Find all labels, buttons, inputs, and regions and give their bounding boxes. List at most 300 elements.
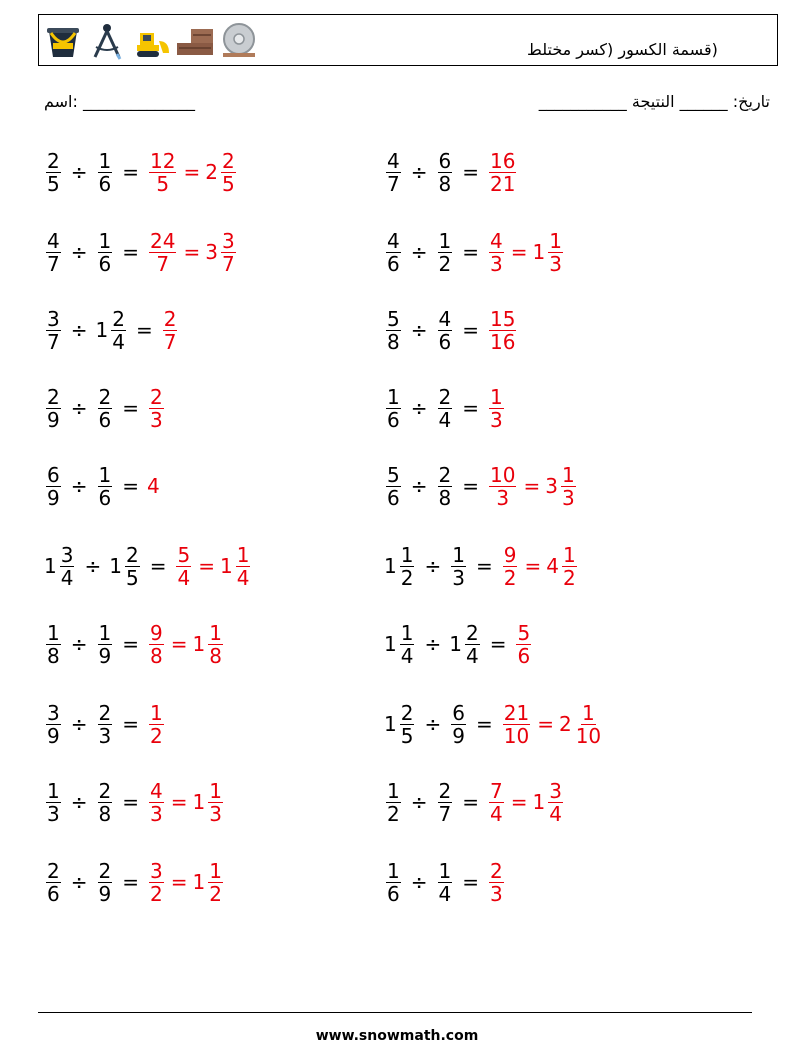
- equals-sign: =: [462, 870, 479, 894]
- divide-sign: ÷: [424, 554, 442, 578]
- problem-item: [384, 456, 578, 516]
- dividend-denominator: 6: [47, 881, 60, 906]
- equals-sign: =: [537, 712, 554, 736]
- divisor-numerator: 2: [98, 858, 112, 883]
- answer-fraction: [149, 860, 164, 905]
- answer-fraction: [221, 230, 236, 275]
- equals-sign: =: [462, 790, 479, 814]
- bulldozer-icon: [131, 21, 171, 61]
- dividend-denominator: 6: [387, 407, 400, 432]
- divide-sign: ÷: [70, 712, 88, 736]
- divide-sign: ÷: [410, 318, 428, 342]
- divisor-denominator: 9: [98, 643, 112, 668]
- dividend-numerator: 1: [387, 858, 400, 883]
- dividend-fraction: [46, 702, 61, 747]
- equals-sign: =: [122, 870, 139, 894]
- dividend-numerator: 2: [47, 384, 60, 409]
- equals-sign: =: [462, 240, 479, 264]
- answer-fraction: [562, 544, 577, 589]
- dividend-denominator: 4: [400, 643, 414, 668]
- answer: [161, 308, 180, 353]
- equals-sign: =: [170, 632, 188, 656]
- dividend-fraction: [46, 230, 61, 275]
- dividend-numerator: 6: [47, 462, 60, 487]
- divide-sign: ÷: [70, 240, 88, 264]
- divisor-denominator: 4: [112, 329, 125, 354]
- answer-denominator: 3: [150, 407, 163, 432]
- dividend-fraction: [60, 544, 75, 589]
- answer-denominator: 3: [209, 801, 222, 826]
- problem-item: [44, 536, 252, 596]
- answer-fraction: [208, 860, 223, 905]
- equals-sign: =: [462, 474, 479, 498]
- dividend-numerator: 2: [47, 148, 60, 173]
- divisor-fraction: [451, 544, 466, 589]
- answer-numerator: 16: [490, 148, 516, 173]
- problem-item: [384, 142, 518, 202]
- answer-numerator: 2: [221, 148, 235, 173]
- name-field-label: اسم: ______________: [44, 92, 195, 111]
- answer: [147, 780, 225, 825]
- problem-item: [44, 142, 238, 202]
- dividend-numerator: 3: [60, 542, 74, 567]
- divisor-numerator: 2: [438, 384, 452, 409]
- answer-numerator: 1: [582, 700, 595, 725]
- dividend-fraction: [46, 308, 61, 353]
- answer-numerator: 3: [221, 228, 235, 253]
- divisor-denominator: 6: [98, 485, 112, 510]
- dividend-numerator: 4: [47, 228, 60, 253]
- answer-fraction: [503, 702, 530, 747]
- answer-denominator: 16: [490, 329, 516, 354]
- answer-numerator: 15: [490, 306, 516, 331]
- dividend-denominator: 5: [47, 171, 60, 196]
- answer: [487, 386, 506, 431]
- dividend-numerator: 1: [387, 384, 400, 409]
- answer-fraction: [149, 622, 164, 667]
- problem-item: [384, 222, 565, 282]
- dividend-whole: 1: [384, 712, 397, 736]
- dividend-numerator: 2: [400, 700, 414, 725]
- divide-sign: ÷: [410, 396, 428, 420]
- divisor-fraction: [98, 622, 113, 667]
- divisor-numerator: 2: [112, 306, 125, 331]
- answer-fraction: [208, 622, 223, 667]
- answer: [147, 150, 238, 195]
- dividend-denominator: 3: [47, 801, 60, 826]
- footer-url: www.snowmath.com: [315, 1028, 479, 1044]
- answer-denominator: 3: [490, 881, 503, 906]
- answer-denominator: 2: [150, 881, 163, 906]
- answer-fraction: [176, 544, 191, 589]
- divisor-denominator: 9: [98, 881, 112, 906]
- dividend-numerator: 1: [387, 778, 400, 803]
- answer-numerator: 3: [549, 778, 562, 803]
- answer-fraction: [561, 464, 576, 509]
- divisor-whole: 1: [109, 554, 122, 578]
- answer-fraction: [489, 150, 516, 195]
- answer-denominator: 6: [517, 643, 531, 668]
- divisor-numerator: 2: [98, 700, 112, 725]
- problem-item: [384, 300, 518, 360]
- answer-numerator: 1: [209, 620, 222, 645]
- equals-sign: =: [475, 554, 493, 578]
- answer-whole: 4: [546, 554, 559, 578]
- dividend-fraction: [400, 544, 415, 589]
- answer-numerator: 1: [561, 462, 575, 487]
- dividend-denominator: 7: [387, 171, 400, 196]
- equals-sign: =: [510, 790, 528, 814]
- problem-item: [384, 694, 604, 754]
- answer: [487, 464, 578, 509]
- divisor-numerator: 1: [98, 228, 112, 253]
- answer-fraction: [548, 230, 563, 275]
- dividend-numerator: 1: [47, 778, 60, 803]
- divisor-numerator: 1: [438, 228, 452, 253]
- equals-sign: =: [170, 870, 188, 894]
- divide-sign: ÷: [70, 318, 88, 342]
- equals-sign: =: [183, 160, 201, 184]
- equals-sign: =: [183, 240, 201, 264]
- answer-numerator: 7: [490, 778, 503, 803]
- equals-sign: =: [475, 712, 493, 736]
- equals-sign: =: [122, 240, 139, 264]
- divisor-fraction: [98, 464, 113, 509]
- divisor-denominator: 3: [98, 723, 112, 748]
- answer-whole: 2: [558, 712, 572, 736]
- dividend-fraction: [46, 622, 61, 667]
- divide-sign: ÷: [70, 160, 88, 184]
- answer-whole: 2: [205, 160, 218, 184]
- divisor-numerator: 1: [438, 858, 452, 883]
- dividend-fraction: [46, 780, 61, 825]
- answer-fraction: [489, 386, 504, 431]
- dividend-denominator: 5: [400, 723, 414, 748]
- divisor-fraction: [438, 150, 453, 195]
- equals-sign: =: [122, 160, 139, 184]
- answer: [487, 308, 518, 353]
- dividend-fraction: [400, 702, 415, 747]
- dividend-whole: 1: [44, 554, 57, 578]
- answer-numerator: 1: [490, 384, 503, 409]
- divisor-fraction: [98, 230, 113, 275]
- divisor-fraction: [438, 386, 453, 431]
- divisor-fraction: [111, 308, 126, 353]
- equals-sign: =: [170, 790, 188, 814]
- answer-numerator: 4: [490, 228, 503, 253]
- divisor-numerator: 1: [98, 620, 112, 645]
- problem-item: [44, 300, 179, 360]
- dividend-numerator: 5: [387, 306, 400, 331]
- divisor-denominator: 5: [125, 565, 139, 590]
- compass-icon: [87, 21, 127, 61]
- icon-strip: [43, 21, 259, 61]
- answer-denominator: 7: [163, 329, 177, 354]
- divide-sign: ÷: [70, 396, 88, 420]
- answer-fraction: [163, 308, 178, 353]
- divisor-numerator: 6: [438, 148, 452, 173]
- dividend-denominator: 6: [387, 251, 400, 276]
- problem-item: [44, 378, 166, 438]
- answer-numerator: 5: [517, 620, 531, 645]
- answer-denominator: 3: [549, 251, 562, 276]
- divisor-numerator: 2: [438, 462, 452, 487]
- divisor-denominator: 6: [98, 251, 112, 276]
- divisor-fraction: [438, 230, 453, 275]
- answer-denominator: 10: [503, 723, 530, 748]
- answer-denominator: 4: [490, 801, 503, 826]
- answer-fraction: [548, 780, 563, 825]
- divisor-numerator: 2: [125, 542, 139, 567]
- dividend-denominator: 6: [387, 881, 400, 906]
- answer-whole: 1: [532, 790, 546, 814]
- answer-denominator: 5: [221, 171, 235, 196]
- dividend-denominator: 4: [60, 565, 74, 590]
- answer-denominator: 3: [496, 485, 510, 510]
- answer: [147, 702, 166, 747]
- dividend-denominator: 6: [387, 485, 400, 510]
- answer-numerator: 24: [150, 228, 176, 253]
- answer-numerator: 1: [150, 700, 163, 725]
- answer: [501, 702, 604, 747]
- answer-numerator: 9: [150, 620, 163, 645]
- divide-sign: ÷: [410, 790, 428, 814]
- answer: [174, 544, 252, 589]
- answer-numerator: 3: [150, 858, 163, 883]
- answer-fraction: [489, 230, 504, 275]
- answer-denominator: 8: [150, 643, 163, 668]
- divisor-denominator: 6: [98, 171, 112, 196]
- answer-whole: 1: [219, 554, 233, 578]
- dividend-fraction: [386, 230, 401, 275]
- dividend-denominator: 2: [400, 565, 414, 590]
- dividend-fraction: [386, 386, 401, 431]
- equals-sign: =: [523, 474, 541, 498]
- answer-denominator: 3: [490, 407, 503, 432]
- problem-item: [44, 456, 161, 516]
- answer-numerator: 9: [503, 542, 517, 567]
- divisor-denominator: 8: [438, 171, 452, 196]
- divisor-numerator: 2: [465, 620, 479, 645]
- answer-whole: 4: [147, 474, 160, 498]
- divisor-denominator: 7: [438, 801, 452, 826]
- answer-denominator: 4: [549, 801, 562, 826]
- equals-sign: =: [122, 632, 139, 656]
- divisor-denominator: 6: [98, 407, 112, 432]
- equals-sign: =: [462, 160, 479, 184]
- divisor-whole: 1: [449, 632, 462, 656]
- divide-sign: ÷: [410, 474, 428, 498]
- answer-numerator: 4: [150, 778, 163, 803]
- dividend-denominator: 2: [387, 801, 400, 826]
- dividend-numerator: 4: [387, 228, 400, 253]
- dividend-fraction: [386, 780, 401, 825]
- divisor-numerator: 2: [98, 384, 112, 409]
- answer: [147, 860, 225, 905]
- answer-denominator: 4: [236, 565, 250, 590]
- answer-numerator: 2: [163, 306, 177, 331]
- dividend-numerator: 2: [47, 858, 60, 883]
- problem-item: [384, 378, 506, 438]
- dividend-denominator: 7: [47, 251, 60, 276]
- divisor-fraction: [465, 622, 480, 667]
- answer-numerator: 5: [177, 542, 191, 567]
- date-score-field-label: تاريخ: ______ النتيجة ___________: [538, 92, 770, 111]
- answer: [487, 780, 565, 825]
- divisor-fraction: [125, 544, 140, 589]
- answer-whole: 1: [192, 790, 206, 814]
- dividend-fraction: [386, 860, 401, 905]
- answer-numerator: 2: [150, 384, 163, 409]
- answer: [501, 544, 579, 589]
- equals-sign: =: [149, 554, 167, 578]
- divisor-denominator: 6: [438, 329, 452, 354]
- answer-denominator: 3: [150, 801, 163, 826]
- answer-numerator: 1: [209, 778, 222, 803]
- divisor-fraction: [98, 150, 113, 195]
- answer-numerator: 1: [562, 542, 576, 567]
- divisor-fraction: [98, 386, 113, 431]
- dividend-denominator: 9: [47, 723, 60, 748]
- divide-sign: ÷: [84, 554, 102, 578]
- dividend-denominator: 7: [47, 329, 60, 354]
- equals-sign: =: [198, 554, 215, 578]
- problem-item: [384, 536, 579, 596]
- divisor-denominator: 2: [438, 251, 452, 276]
- dividend-fraction: [46, 464, 61, 509]
- answer: [147, 474, 161, 498]
- answer-denominator: 2: [150, 723, 163, 748]
- divisor-numerator: 2: [438, 778, 452, 803]
- answer-denominator: 21: [490, 171, 516, 196]
- answer-fraction: [516, 622, 531, 667]
- dividend-fraction: [46, 386, 61, 431]
- dividend-whole: 1: [384, 632, 397, 656]
- answer-fraction: [489, 308, 516, 353]
- problem-item: [384, 852, 506, 912]
- answer-fraction: [489, 860, 504, 905]
- divisor-numerator: 1: [452, 542, 465, 567]
- answer-fraction: [149, 386, 164, 431]
- answer: [487, 230, 565, 275]
- divide-sign: ÷: [410, 870, 428, 894]
- answer-whole: 1: [532, 240, 546, 264]
- divide-sign: ÷: [70, 870, 88, 894]
- divisor-fraction: [98, 860, 113, 905]
- equals-sign: =: [122, 790, 139, 814]
- answer-denominator: 2: [209, 881, 222, 906]
- dividend-fraction: [386, 308, 401, 353]
- answer-denominator: 5: [156, 171, 170, 196]
- equals-sign: =: [489, 632, 507, 656]
- divisor-fraction: [98, 780, 113, 825]
- dividend-numerator: 3: [47, 700, 60, 725]
- divisor-numerator: 1: [98, 462, 112, 487]
- problem-item: [44, 694, 166, 754]
- dividend-numerator: 1: [47, 620, 60, 645]
- divide-sign: ÷: [410, 160, 428, 184]
- answer: [147, 230, 238, 275]
- divide-sign: ÷: [70, 790, 88, 814]
- answer-denominator: 8: [209, 643, 222, 668]
- answer-fraction: [236, 544, 251, 589]
- answer-denominator: 4: [177, 565, 191, 590]
- answer: [147, 622, 225, 667]
- wood-planks-icon: [175, 21, 215, 61]
- equals-sign: =: [462, 318, 479, 342]
- divisor-numerator: 1: [98, 148, 112, 173]
- problem-item: [44, 772, 225, 832]
- answer-denominator: 3: [490, 251, 503, 276]
- answer-denominator: 2: [503, 565, 517, 590]
- equals-sign: =: [462, 396, 479, 420]
- divisor-denominator: 4: [465, 643, 479, 668]
- answer-denominator: 7: [221, 251, 235, 276]
- answer-fraction: [489, 464, 516, 509]
- dividend-numerator: 3: [47, 306, 60, 331]
- equals-sign: =: [122, 396, 139, 420]
- divide-sign: ÷: [70, 474, 88, 498]
- dividend-denominator: 8: [47, 643, 60, 668]
- answer: [147, 386, 166, 431]
- divisor-fraction: [438, 860, 453, 905]
- answer-denominator: 7: [156, 251, 170, 276]
- footer-divider: [38, 1012, 752, 1013]
- divisor-denominator: 8: [438, 485, 452, 510]
- problem-item: [44, 614, 225, 674]
- answer-denominator: 2: [562, 565, 576, 590]
- divide-sign: ÷: [424, 712, 442, 736]
- divisor-numerator: 2: [98, 778, 112, 803]
- dividend-numerator: 4: [387, 148, 400, 173]
- answer: [487, 860, 506, 905]
- answer-fraction: [149, 150, 176, 195]
- equals-sign: =: [524, 554, 542, 578]
- divisor-fraction: [438, 780, 453, 825]
- dividend-whole: 1: [384, 554, 397, 578]
- answer: [514, 622, 533, 667]
- divisor-fraction: [98, 702, 113, 747]
- answer-denominator: 3: [561, 485, 575, 510]
- divisor-whole: 1: [95, 318, 109, 342]
- divisor-denominator: 4: [438, 407, 452, 432]
- answer-fraction: [503, 544, 518, 589]
- answer: [487, 150, 518, 195]
- divisor-fraction: [438, 464, 453, 509]
- saw-blade-icon: [219, 21, 259, 61]
- equals-sign: =: [135, 318, 153, 342]
- answer-whole: 1: [192, 632, 206, 656]
- dividend-denominator: 9: [47, 485, 60, 510]
- dividend-fraction: [386, 150, 401, 195]
- answer-whole: 1: [192, 870, 206, 894]
- dividend-fraction: [46, 860, 61, 905]
- answer-denominator: 10: [575, 723, 602, 748]
- answer-fraction: [221, 150, 236, 195]
- answer-whole: 3: [545, 474, 558, 498]
- answer-numerator: 21: [503, 700, 530, 725]
- equals-sign: =: [122, 474, 139, 498]
- divisor-denominator: 3: [452, 565, 465, 590]
- answer-whole: 3: [205, 240, 218, 264]
- divisor-denominator: 9: [452, 723, 465, 748]
- worksheet-header: [38, 14, 778, 66]
- dividend-fraction: [386, 464, 401, 509]
- answer-fraction: [575, 702, 602, 747]
- dividend-numerator: 1: [400, 620, 414, 645]
- dividend-numerator: 5: [387, 462, 400, 487]
- divisor-numerator: 6: [452, 700, 465, 725]
